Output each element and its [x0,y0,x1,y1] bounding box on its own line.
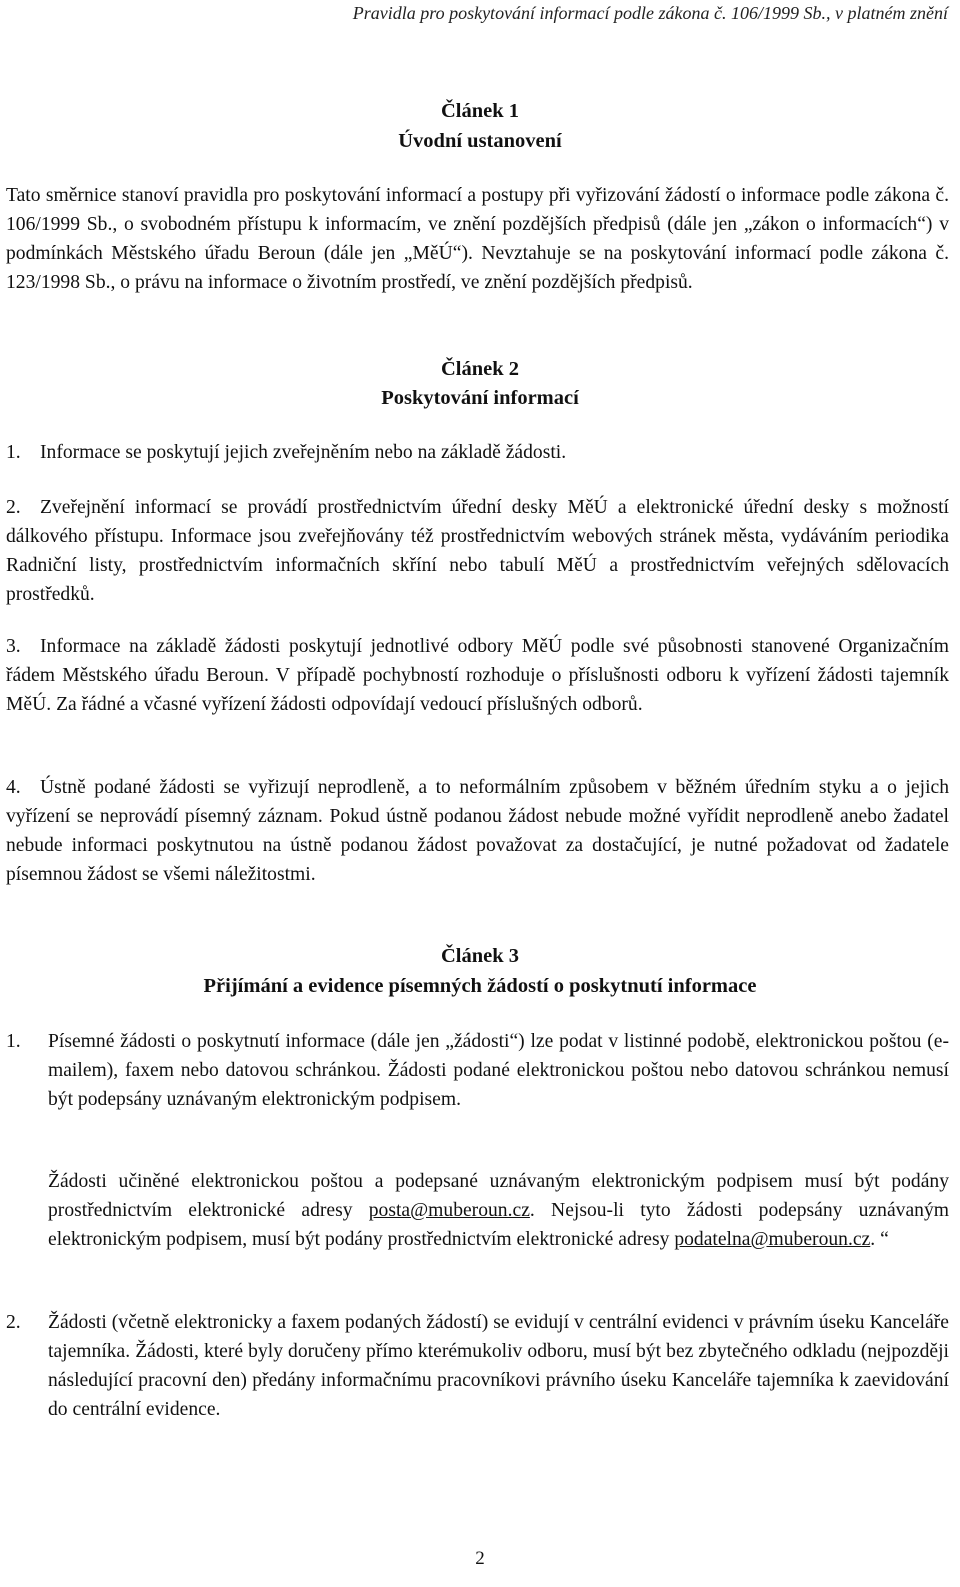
email-link-posta[interactable]: posta@muberoun.cz [368,1200,530,1221]
article-1-title: Úvodní ustanovení [398,130,562,152]
article-3-item-1 [6,1027,949,1114]
item-text: Písemné žádosti o poskytnutí informace (dále jen „žádosti“) lze podat v listinné podobě, elektronickou poštou (e-mailem), faxem nebo datovou schránkou. Žádosti podané elektronickou poštou nebo datovou schránkou nemusí být podepsány uznávaným elektronickým podpisem. [48,1031,949,1110]
item-text: Informace se poskytují jejich zveřejněním nebo na základě žádosti. [40,442,567,463]
article-1-number: Článek 1 [440,100,520,122]
page-number: 2 [475,1548,485,1569]
article-2-title: Poskytování informací [381,387,579,409]
item-number: 2. [6,497,21,518]
item-text: Ústně podané žádosti se vyřizují neprodleně, a to neformálním způsobem v běžném úředním styku a o jejich vyřízení se neprovádí písemný záznam. Pokud ústně podanou žádost nebude možné vyřídit neprodleně anebo žadatel nebude informaci poskytnutou na ústně podanou žádost považovat za dostačující, je nutné požadovat od žadatele písemnou žádost se všemi náležitostmi. [6,777,949,885]
text-fragment: Žádosti učiněné elektronickou poštou a podepsané uznávaným elektronickým podpisem musí být podány prostřednictvím elektronické adresy [48,1171,949,1221]
article-3-number: Článek 3 [440,945,520,967]
article-2-item-4 [6,773,949,889]
article-2-number: Článek 2 [440,358,520,380]
article-2-item-3 [6,632,949,719]
article-2-item-1 [6,438,949,467]
item-number: 1. [6,1031,21,1052]
item-number: 2. [6,1312,21,1333]
text-fragment: . “ [870,1229,889,1250]
item-number: 3. [6,636,21,657]
item-text: Zveřejnění informací se provádí prostřednictvím úřední desky MěÚ a elektronické úřední desky s možností dálkového přístupu. Informace jsou zveřejňovány též prostřednictvím webových stránek města, vydáváním periodika Radniční listy, prostřednictvím informačních skříní nebo tabulí MěÚ a prostřednictvím veřejných sdělovacích prostředků. [6,497,949,605]
email-link-podatelna[interactable]: podatelna@muberoun.cz [674,1229,871,1250]
article-1-paragraph: Tato směrnice stanoví pravidla pro poskytování informací a postupy při vyřizování žádostí o informace podle zákona č. 106/1999 Sb., o svobodném přístupu k informacím, ve znění pozdějších předpisů (dále jen „zákon o informacích“) v podmínkách Městského úřadu Beroun (dále jen „MěÚ“). Nevztahuje se na poskytování informací podle zákona č. 123/1998 Sb., o právu na informace o životním prostředí, ve znění pozdějších předpisů. [6,185,949,293]
article-3-item-2 [6,1308,949,1424]
text-fragment: . Nejsou-li tyto žádosti podepsány uznávaným elektronickým podpisem, musí být podány prostřednictvím elektronické adresy [48,1200,949,1250]
article-3-item-1-paragraph-2 [48,1167,949,1254]
item-text: Žádosti (včetně elektronicky a faxem podaných žádostí) se evidují v centrální evidenci v právním úseku Kanceláře tajemníka. Žádosti, které byly doručeny přímo kterémukoliv odboru, musí být bez zbytečného odkladu (nejpozději následující pracovní den) předány informačnímu pracovníkovi právního úseku Kanceláře tajemníka k zaevidování do centrální evidence. [48,1312,949,1420]
item-text: Informace na základě žádosti poskytují jednotlivé odbory MěÚ podle své působnosti stanovené Organizačním řádem Městského úřadu Beroun. V případě pochybností rozhoduje o příslušnosti odboru k vyřízení žádosti tajemník MěÚ. Za řádné a včasné vyřízení žádosti odpovídají vedoucí příslušných odborů. [6,636,949,715]
item-number: 4. [6,777,21,798]
article-2-item-2 [6,493,949,609]
item-number: 1. [6,442,21,463]
running-head: Pravidla pro poskytování informací podle zákona č. 106/1999 Sb., v platném znění [352,3,948,23]
article-3-title: Přijímání a evidence písemných žádostí o poskytnutí informace [203,975,757,997]
